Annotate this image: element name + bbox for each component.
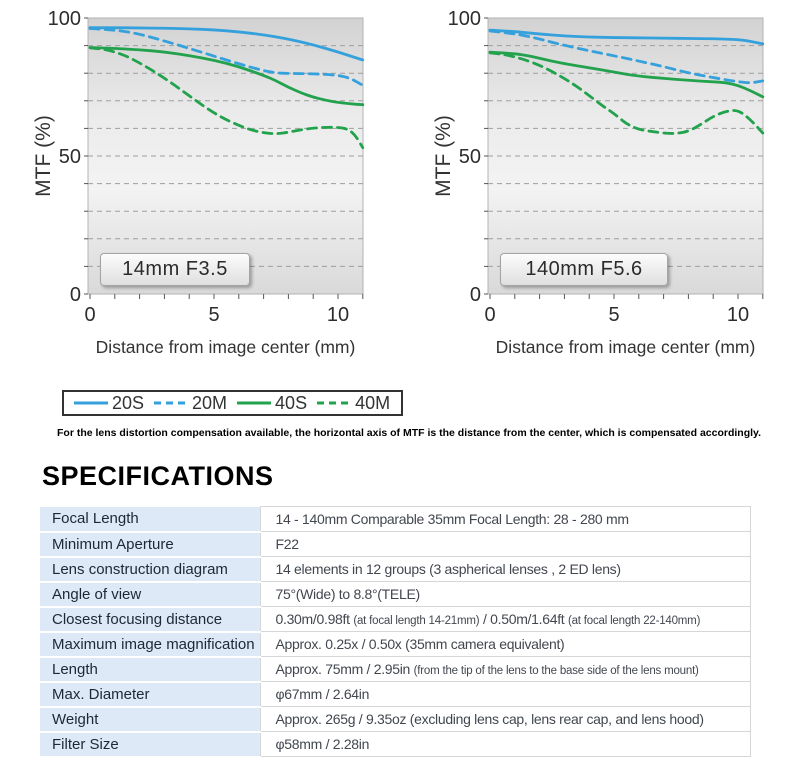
x-tick-label: 10 (726, 304, 750, 326)
legend-line-swatch (316, 400, 352, 406)
spec-row-value (260, 557, 750, 582)
spec-value-text: φ58mm / 2.28in (275, 736, 370, 752)
legend-label: 20S (112, 392, 145, 413)
spec-value-fineprint: (at focal length 22-140mm) (567, 615, 701, 627)
spec-row-label: Angle of view (40, 582, 260, 607)
x-tick-label: 5 (608, 304, 620, 326)
spec-value-text: Approx. 265g / 9.35oz (excluding lens cap, lens rear cap, and lens hood) (275, 711, 704, 727)
legend-label: 20M (192, 392, 228, 413)
spec-value-text: Approx. 0.25x / 0.50x (35mm camera equivalent) (275, 636, 565, 652)
spec-row-value (260, 657, 750, 682)
x-tick-label: 5 (208, 304, 220, 326)
chart-legend (62, 390, 403, 416)
specifications-title: SPECIFICATIONS (42, 461, 274, 491)
legend-line-swatch (73, 400, 109, 406)
legend-line-swatch (153, 400, 189, 406)
spec-value-fineprint: (from the tip of the lens to the base side of the lens mount) (413, 665, 699, 677)
y-tick-label: 50 (58, 146, 81, 168)
spec-row-value (260, 632, 750, 657)
chart-title-badge: 140mm F5.6 (500, 253, 668, 286)
spec-row (40, 582, 750, 607)
legend-label: 40S (275, 392, 308, 413)
spec-row (40, 682, 750, 707)
y-tick-label: 100 (47, 8, 81, 30)
spec-row (40, 532, 750, 557)
spec-value-text: 14 elements in 12 groups (3 aspherical lenses , 2 ED lens) (275, 561, 621, 577)
spec-row (40, 557, 750, 582)
legend-line-swatch (236, 400, 272, 406)
spec-value-fineprint: (at focal length 14-21mm) (353, 615, 480, 627)
y-axis-title: MTF (%) (32, 115, 55, 197)
chart-title-badge: 14mm F3.5 (100, 253, 250, 286)
spec-row-label: Maximum image magnification (40, 632, 260, 657)
spec-row-label: Focal Length (40, 507, 260, 532)
spec-value-text: 75°(Wide) to 8.8°(TELE) (275, 586, 420, 602)
spec-row (40, 507, 750, 532)
spec-row (40, 707, 750, 732)
legend-item-20S (73, 393, 144, 414)
spec-value-text: 14 - 140mm Comparable 35mm Focal Length: 28 - 280 mm (275, 511, 629, 527)
spec-row-value (260, 607, 750, 632)
legend-item-20M (153, 393, 227, 414)
y-tick-label: 0 (69, 284, 81, 306)
x-axis-title: Distance from image center (mm) (95, 337, 356, 357)
x-tick-label: 10 (326, 304, 350, 326)
spec-row-label: Weight (40, 707, 260, 732)
spec-row-value (260, 682, 750, 707)
y-tick-label: 0 (469, 284, 481, 306)
spec-row-label: Minimum Aperture (40, 532, 260, 557)
spec-row-label: Length (40, 657, 260, 682)
spec-value-text: 0.30m/0.98ft (275, 611, 354, 627)
spec-row-value (260, 582, 750, 607)
spec-row (40, 657, 750, 682)
specifications-table-body (40, 507, 750, 757)
x-axis-title: Distance from image center (mm) (495, 337, 756, 357)
spec-row-value (260, 707, 750, 732)
y-axis-title: MTF (%) (432, 115, 455, 197)
spec-row (40, 607, 750, 632)
spec-row-label: Closest focusing distance (40, 607, 260, 632)
spec-value-text: / 0.50m/1.64ft (479, 611, 568, 627)
y-tick-label: 100 (447, 8, 481, 30)
x-tick-label: 0 (84, 304, 96, 326)
mtf-chart-tele (430, 0, 800, 365)
spec-row-value (260, 532, 750, 557)
mtf-chart-wide (30, 0, 400, 365)
spec-value-text: φ67mm / 2.64in (275, 686, 370, 702)
spec-row-label: Lens construction diagram (40, 557, 260, 582)
spec-row-value (260, 732, 750, 757)
x-tick-label: 0 (484, 304, 496, 326)
spec-row-label: Max. Diameter (40, 682, 260, 707)
spec-value-text: F22 (275, 536, 299, 552)
spec-row-value (260, 507, 750, 532)
legend-label: 40M (355, 392, 391, 413)
legend-item-40S (236, 393, 307, 414)
specifications-table (40, 506, 751, 758)
legend-item-40M (316, 393, 390, 414)
y-tick-label: 50 (458, 146, 481, 168)
mtf-note: For the lens distortion compensation available, the horizontal axis of MTF is the distance from the center, which is compensated accordingly. (57, 427, 762, 439)
spec-value-text: Approx. 75mm / 2.95in (275, 661, 414, 677)
spec-row (40, 732, 750, 757)
spec-row (40, 632, 750, 657)
spec-row-label: Filter Size (40, 732, 260, 757)
